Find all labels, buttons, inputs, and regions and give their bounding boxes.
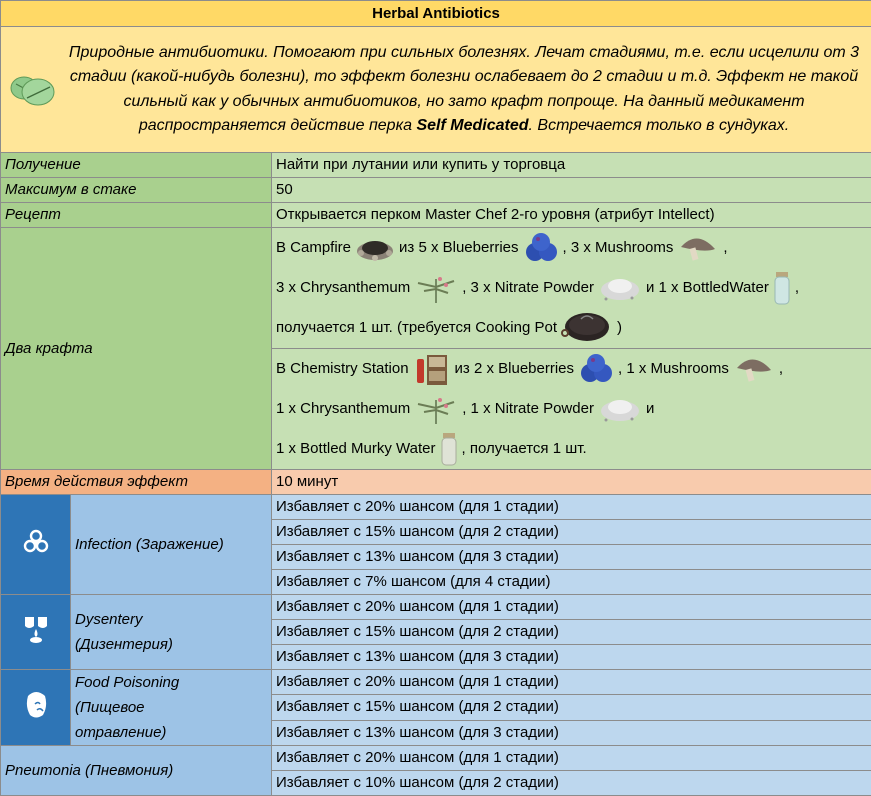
effect-row: Избавляет с 10% шансом (для 2 стадии) [272,771,871,796]
effect-row: Избавляет с 13% шансом (для 3 стадии) [272,545,871,570]
duration-label: Время действия эффект [1,470,272,495]
description-cell [1,27,871,153]
mushroom-icon [733,354,775,384]
campfire-recipe: В Campfire из 5 x Blueberries , 3 x Mushrooms , 3 x Chrysanthemum , 3 x Nitrate Powder и 1 x BottledWater , получается 1 шт. (требуется Cooking Pot ) [272,228,871,349]
effect-row: Избавляет с 15% шансом (для 2 стадии) [272,520,871,545]
nitrate-powder-icon [598,394,642,424]
recipe-value: Открывается перком Master Chef 2-го уровня (атрибут Intellect) [272,203,871,228]
effect-row: Избавляет с 20% шансом (для 1 стадии) [272,595,871,620]
disease-name-dysentery: Dysentery (Дизентерия) [71,595,272,670]
chrysanthemum-icon [414,273,458,303]
crafts-label: Два крафта [1,228,272,470]
effect-row: Избавляет с 7% шансом (для 4 стадии) [272,570,871,595]
cooking-pot-icon [561,311,613,345]
bottled-water-icon [773,270,791,306]
recipe-label: Рецепт [1,203,272,228]
effect-row: Избавляет с 20% шансом (для 1 стадии) [272,746,871,771]
nitrate-powder-icon [598,273,642,303]
campfire-icon [355,233,395,263]
disease-name-infection: Infection (Заражение) [71,495,272,595]
murky-water-icon [440,431,458,467]
effect-row: Избавляет с 13% шансом (для 3 стадии) [272,720,871,745]
sick-face-icon [23,690,49,720]
item-title: Herbal Antibiotics [1,1,871,27]
dysentery-icon [23,615,49,645]
infection-icon-cell [1,495,71,595]
green-pills-icon [1,70,63,110]
chemistry-station-icon [413,351,451,387]
effect-row: Избавляет с 15% шансом (для 2 стадии) [272,620,871,645]
blueberries-icon [578,352,614,386]
stack-label: Максимум в стаке [1,178,272,203]
description-text: Природные антибиотики. Помогают при сильных болезнях. Лечат стадиями, т.е. если исцелили от 3 стадии (какой-нибудь болезни), то эффект болезни ослабевает до 2 стадии и т.д. Эффект не такой сильный как у обычных антибиотиков, но зато крафт попроще. На данный медикамент распространяется действие перка Self Medicated. Встречается только в сундуках. [63,41,871,139]
obtain-value: Найти при лутании или купить у торговца [272,153,871,178]
chrysanthemum-icon [414,394,458,424]
perk-name: Self Medicated [416,117,528,134]
dysentery-icon-cell [1,595,71,670]
mushroom-icon [677,233,719,263]
effect-row: Избавляет с 20% шансом (для 1 стадии) [272,495,871,520]
disease-name-pneumonia: Pneumonia (Пневмония) [1,746,272,796]
blueberries-icon [523,231,559,265]
disease-name-food-poisoning: Food Poisoning (Пищевое отравление) [71,670,272,746]
obtain-label: Получение [1,153,272,178]
effect-row: Избавляет с 20% шансом (для 1 стадии) [272,670,871,695]
food-poisoning-icon-cell [1,670,71,746]
stack-value: 50 [272,178,871,203]
biohazard-icon [23,529,49,555]
chemistry-recipe: В Chemistry Station из 2 x Blueberries , 1 x Mushrooms , 1 x Chrysanthemum , 1 x Nitrate Powder и 1 x Bottled Murky Water , получается 1 шт. [272,349,871,470]
effect-row: Избавляет с 15% шансом (для 2 стадии) [272,695,871,720]
duration-value: 10 минут [272,470,871,495]
effect-row: Избавляет с 13% шансом (для 3 стадии) [272,645,871,670]
